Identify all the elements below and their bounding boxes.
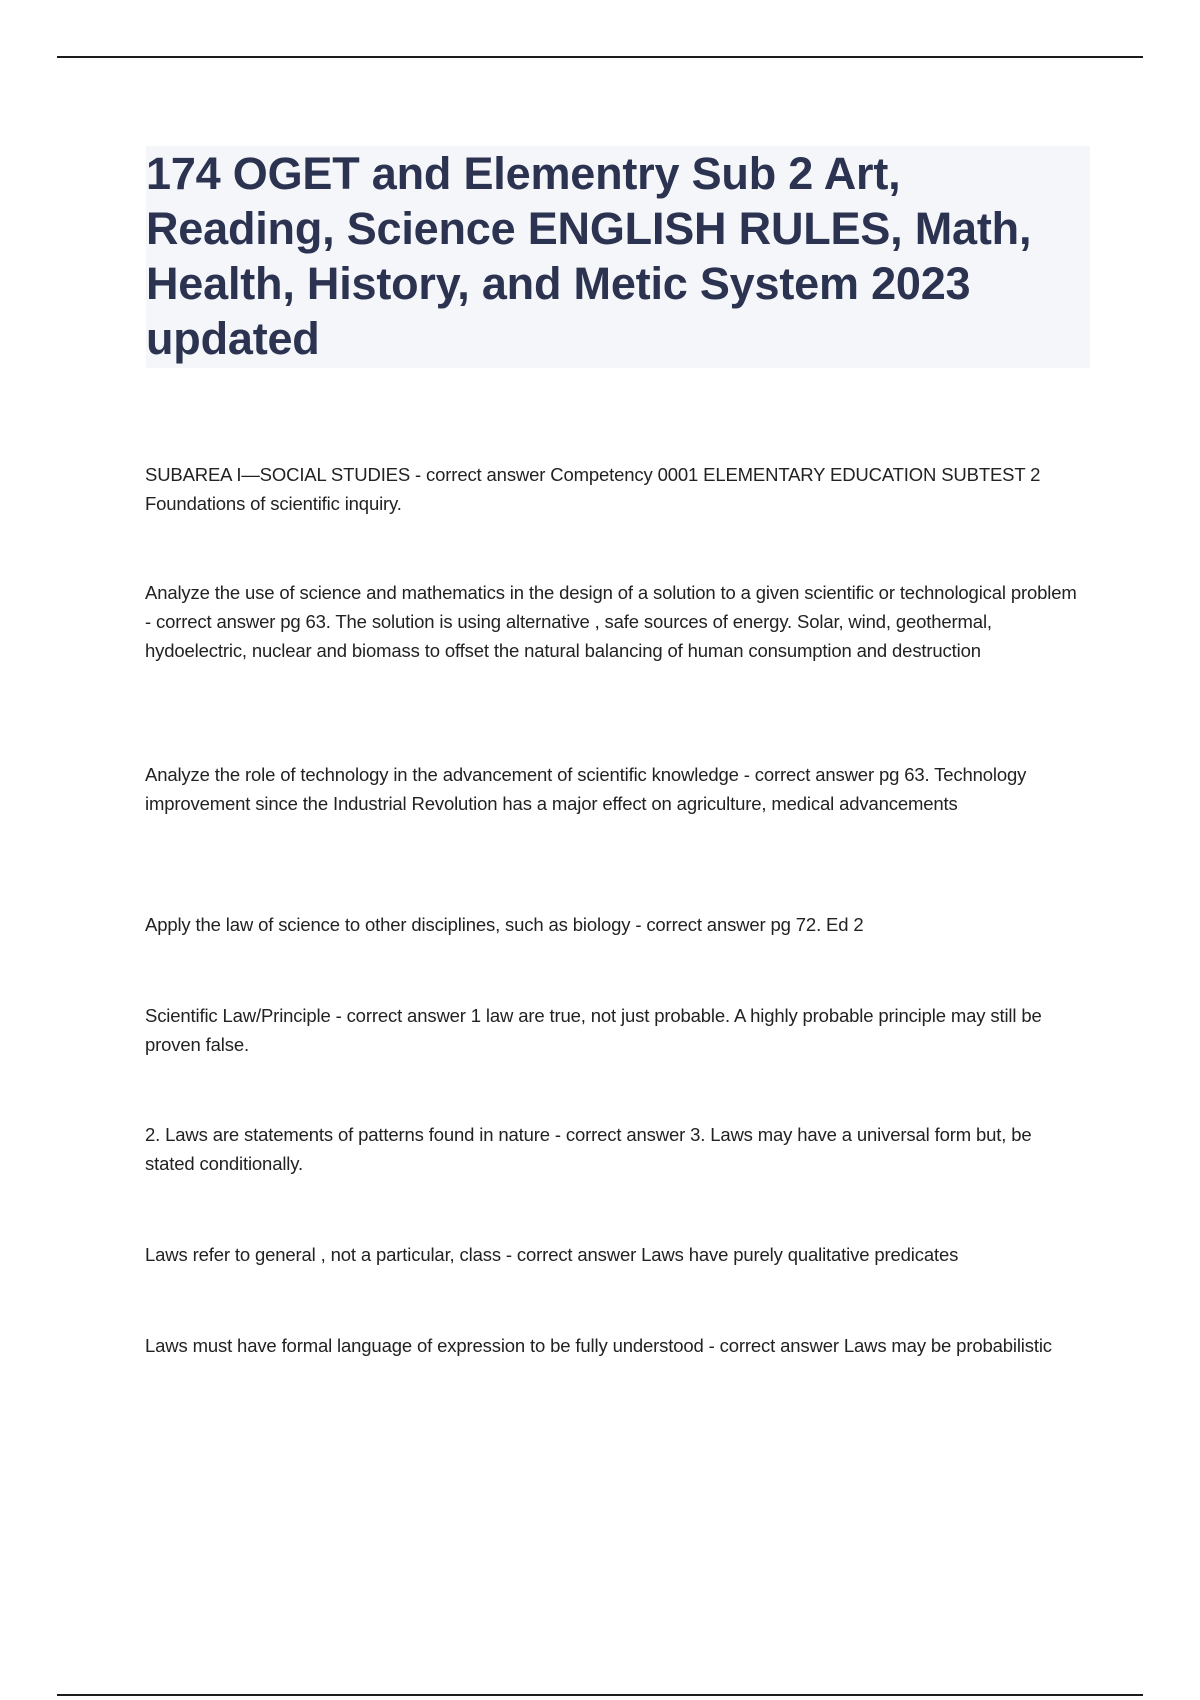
qa-entry: Analyze the role of technology in the advancement of scientific knowledge - correct answer pg 63. Technology improvement since the Industrial Revolution has a major effect on agriculture, medical advancements xyxy=(145,764,1027,814)
qa-entry: SUBAREA I—SOCIAL STUDIES - correct answer Competency 0001 ELEMENTARY EDUCATION SUBTEST 2 Foundations of scientific inquiry. xyxy=(145,464,1041,514)
title-block xyxy=(146,146,1090,368)
qa-entry: Laws must have formal language of expression to be fully understood - correct answer Laws may be probabilistic xyxy=(145,1335,1052,1356)
top-rule xyxy=(57,56,1143,58)
qa-entry: Scientific Law/Principle - correct answer 1 law are true, not just probable. A highly probable principle may still be proven false. xyxy=(145,1005,1042,1055)
qa-entry: Apply the law of science to other disciplines, such as biology - correct answer pg 72. Ed 2 xyxy=(145,914,864,935)
qa-entry: 2. Laws are statements of patterns found in nature - correct answer 3. Laws may have a universal form but, be stated conditionally. xyxy=(145,1124,1032,1174)
document-title: 174 OGET and Elementry Sub 2 Art, Reading, Science ENGLISH RULES, Math, Health, History, and Metic System 2023 updated xyxy=(146,148,1032,364)
bottom-rule xyxy=(57,1694,1143,1696)
qa-entry: Analyze the use of science and mathematics in the design of a solution to a given scientific or technological problem - correct answer pg 63. The solution is using alternative , safe sources of energy. Solar, wind, geothermal, hydoelectric, nuclear and biomass to offset the natural balancing of human consumption and destruction xyxy=(145,582,1077,661)
qa-entry: Laws refer to general , not a particular, class - correct answer Laws have purely qualitative predicates xyxy=(145,1244,959,1265)
